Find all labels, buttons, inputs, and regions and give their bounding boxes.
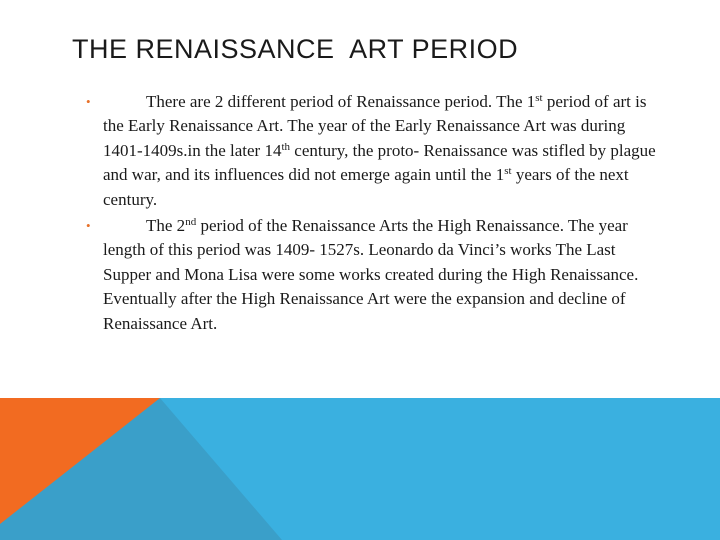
bullet-1-sup-2: th (281, 140, 291, 153)
bullet-item-1 (86, 90, 656, 212)
bullet-1-text-1: There are 2 different period of Renaissance period. The 1 (146, 92, 536, 111)
bullet-1-sup-1: st (535, 92, 543, 104)
slide-body (86, 90, 656, 338)
bullet-1-text-3: century, the proto- Renaissance was stifled by plague and war, and its influences did not emerge again until the 1 (103, 140, 656, 185)
bullet-1-text-4: years of the next century. (103, 165, 629, 209)
bullet-1-text-2: period of art is the Early Renaissance Art. The year of the Early Renaissance Art was during 1401-1409s.in the later 14 (103, 92, 647, 160)
decorative-footer-shapes (0, 398, 720, 540)
bullet-dot-icon: • (86, 218, 91, 234)
bullet-dot-icon: • (86, 94, 91, 109)
slide-title: THE RENAISSANCE ART PERIOD (72, 34, 519, 64)
bullet-2-text-2: period of the Renaissance Arts the High Renaissance. The year length of this period was 1409- 1527s. Leonardo da Vinci’s works The Last Supper and Mona Lisa were some works created during the High Renaissance. Eventually after the High Renaissance Art were the expansion and decline of Renaissance Art. (103, 216, 639, 333)
bullet-1-sup-3: st (504, 165, 512, 178)
bullet-item-2 (86, 214, 656, 336)
bullet-2-text-1: The 2 (146, 216, 186, 236)
bullet-2-sup-1: nd (185, 216, 197, 229)
